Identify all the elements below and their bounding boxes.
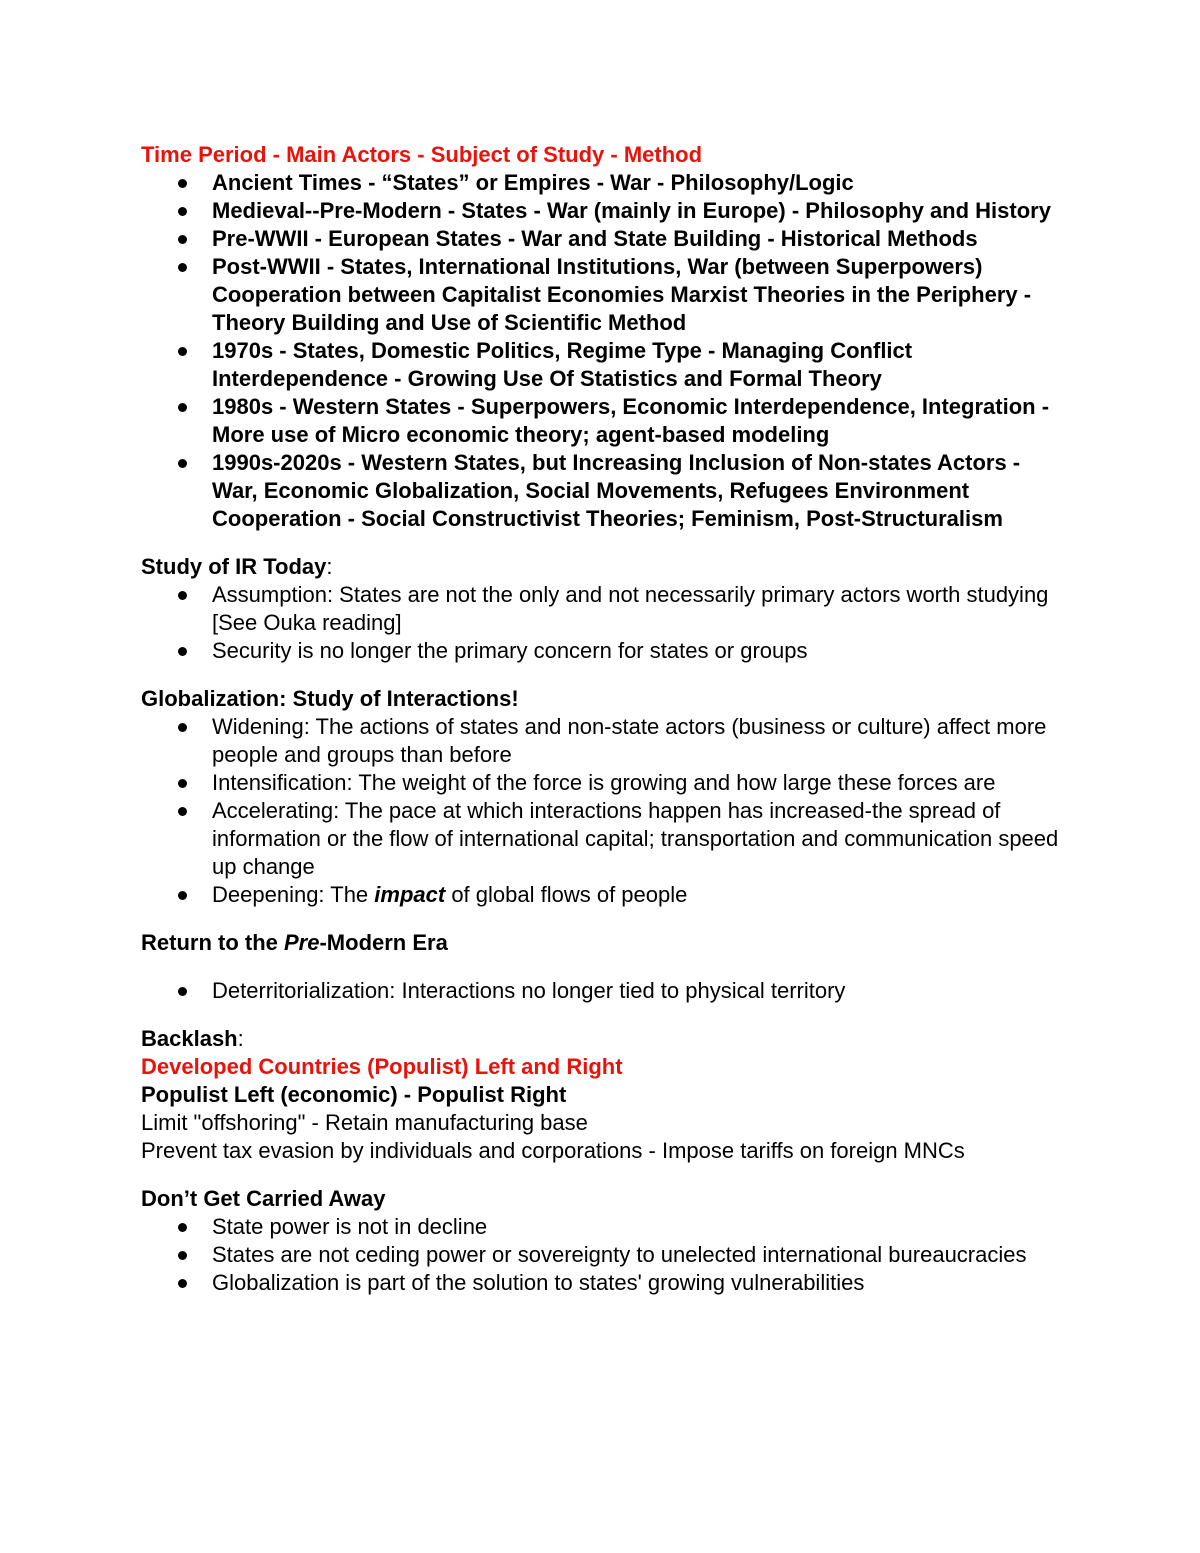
list-item: Medieval--Pre-Modern - States - War (mainly in Europe) - Philosophy and History: [141, 197, 1071, 225]
bullet-icon: [178, 235, 187, 244]
list-item: Pre-WWII - European States - War and State Building - Historical Methods: [141, 225, 1071, 253]
list-item: Security is no longer the primary concern for states or groups: [141, 637, 1071, 665]
document-page: [141, 141, 1071, 1297]
list-item: Assumption: States are not the only and not necessarily primary actors worth studying [See Ouka reading]: [141, 581, 1071, 637]
study-today-heading: Study of IR Today:: [141, 554, 333, 579]
bullet-icon: [178, 1251, 187, 1260]
return-heading: Return to the Pre-Modern Era: [141, 930, 448, 955]
list-item: 1970s - States, Domestic Politics, Regime Type - Managing Conflict Interdependence - Growing Use Of Statistics and Formal Theory: [141, 337, 1071, 393]
bullet-icon: [178, 179, 187, 188]
globalization-list: [141, 713, 1071, 909]
list-item: Accelerating: The pace at which interactions happen has increased-the spread of information or the flow of international capital; transportation and communication speed up change: [141, 797, 1071, 881]
bullet-icon: [178, 779, 187, 788]
bullet-icon: [178, 807, 187, 816]
populist-columns-heading: Populist Left (economic) - Populist Right: [141, 1082, 567, 1107]
bullet-icon: [178, 1279, 187, 1288]
bullet-icon: [178, 723, 187, 732]
list-item: State power is not in decline: [141, 1213, 1071, 1241]
bullet-icon: [178, 647, 187, 656]
list-item: States are not ceding power or sovereignty to unelected international bureaucracies: [141, 1241, 1071, 1269]
list-item: Ancient Times - “States” or Empires - War - Philosophy/Logic: [141, 169, 1071, 197]
bullet-icon: [178, 987, 187, 996]
bullet-icon: [178, 263, 187, 272]
list-item: Intensification: The weight of the force is growing and how large these forces are: [141, 769, 1071, 797]
backlash-line: Limit "offshoring" - Retain manufacturing base: [141, 1110, 588, 1135]
list-item: 1990s-2020s - Western States, but Increasing Inclusion of Non-states Actors - War, Economic Globalization, Social Movements, Refugees Environment Cooperation - Social Constructivist Theories; Feminism, Post-Structuralism: [141, 449, 1071, 533]
bullet-icon: [178, 591, 187, 600]
list-item: 1980s - Western States - Superpowers, Economic Interdependence, Integration - More use of Micro economic theory; agent-based modeling: [141, 393, 1071, 449]
return-list: [141, 977, 1071, 1005]
list-item: Deterritorialization: Interactions no longer tied to physical territory: [141, 977, 1071, 1005]
timeline-list: [141, 169, 1071, 533]
list-item: Widening: The actions of states and non-state actors (business or culture) affect more people and groups than before: [141, 713, 1071, 769]
timeline-heading: Time Period - Main Actors - Subject of Study - Method: [141, 142, 703, 167]
bullet-icon: [178, 347, 187, 356]
bullet-icon: [178, 459, 187, 468]
carried-away-list: [141, 1213, 1071, 1297]
list-item: Deepening: The impact of global flows of people: [141, 881, 1071, 909]
list-item: Post-WWII - States, International Institutions, War (between Superpowers) Cooperation between Capitalist Economies Marxist Theories in the Periphery - Theory Building and Use of Scientific Method: [141, 253, 1071, 337]
globalization-heading: Globalization: Study of Interactions!: [141, 686, 519, 711]
backlash-heading: Backlash:: [141, 1026, 244, 1051]
bullet-icon: [178, 207, 187, 216]
bullet-icon: [178, 891, 187, 900]
bullet-icon: [178, 1223, 187, 1232]
carried-away-heading: Don’t Get Carried Away: [141, 1186, 386, 1211]
bullet-icon: [178, 403, 187, 412]
backlash-line: Prevent tax evasion by individuals and corporations - Impose tariffs on foreign MNCs: [141, 1138, 965, 1163]
backlash-subheading: Developed Countries (Populist) Left and Right: [141, 1054, 623, 1079]
study-today-list: [141, 581, 1071, 665]
list-item: Globalization is part of the solution to states' growing vulnerabilities: [141, 1269, 1071, 1297]
